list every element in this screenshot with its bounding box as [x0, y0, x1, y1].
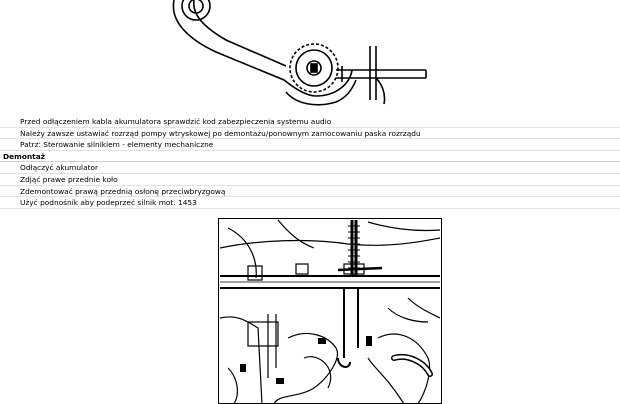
- step-item: Użyć podnośnik aby podeprzeć silnik mot. 1453: [0, 197, 620, 209]
- info-line-pump-timing: Należy zawsze ustawiać rozrząd pompy wtryskowej po demontażu/ponownym zamocowaniu paska rozrządu: [0, 128, 620, 140]
- info-line-audio-code: Przed odłączeniem kabla akumulatora sprawdzić kod zabezpieczenia systemu audio: [0, 116, 620, 128]
- engine-support-illustration: [218, 218, 442, 404]
- step-item: Zdjąć prawe przednie koło: [0, 174, 620, 186]
- step-item: Odłączyć akumulator: [0, 162, 620, 174]
- instructions-list: [0, 116, 620, 209]
- section-title: Demontaż: [0, 151, 620, 163]
- step-item: Zdemontować prawą przednią osłonę przeciwbryzgową: [0, 186, 620, 198]
- timing-belt-illustration: [166, 0, 440, 112]
- info-line-reference: Patrz: Sterowanie silnikiem - elementy mechaniczne: [0, 139, 620, 151]
